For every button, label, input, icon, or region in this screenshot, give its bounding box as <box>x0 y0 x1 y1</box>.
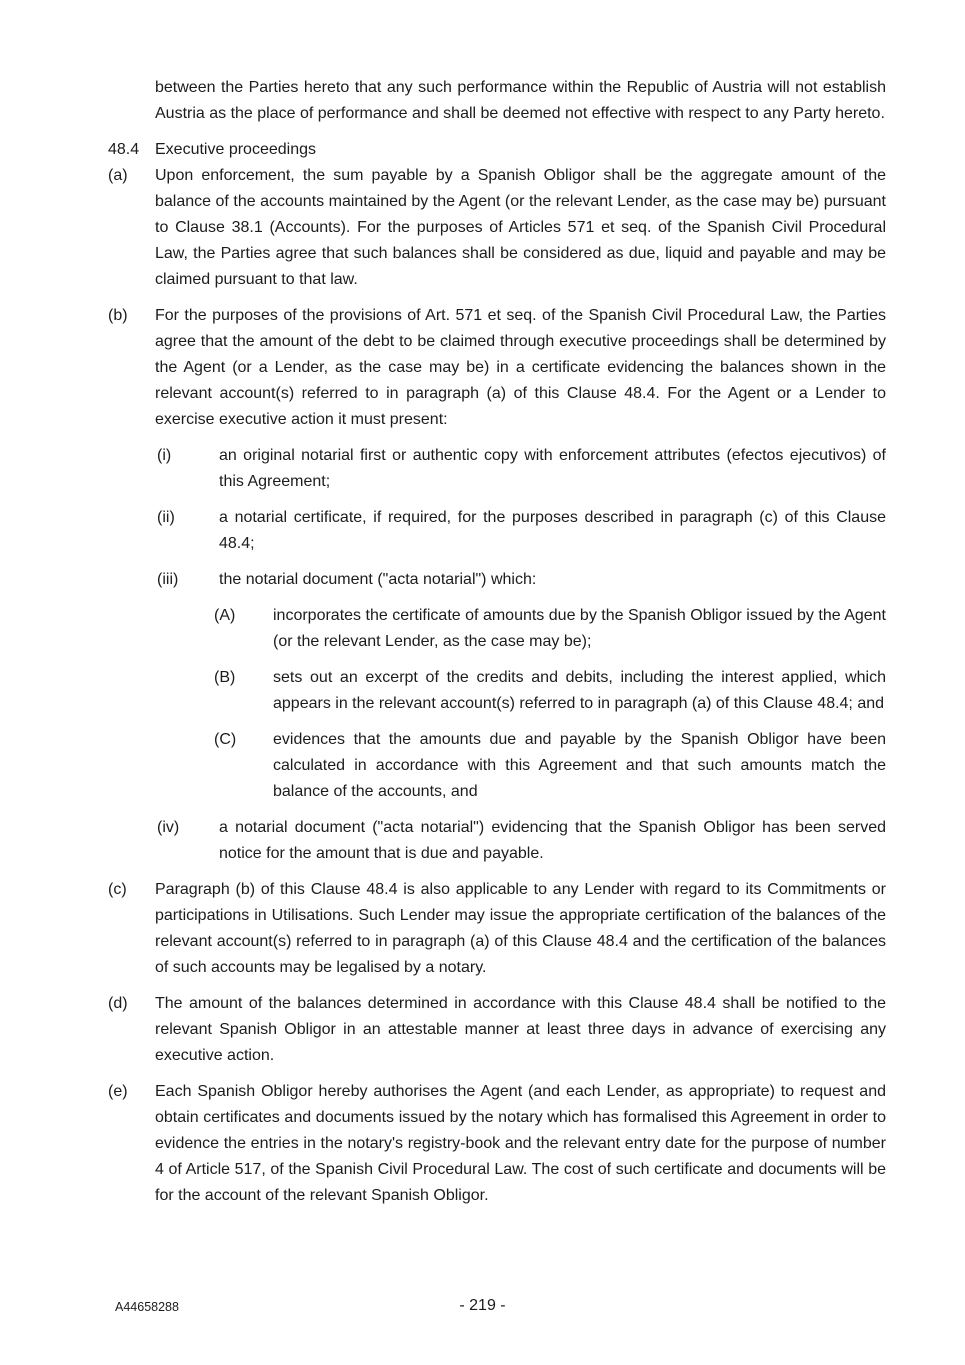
subitem-B-label: (B) <box>214 669 236 686</box>
item-iii-label: (iii) <box>157 571 179 588</box>
paragraph-c-text: Paragraph (b) of this Clause 48.4 is also applicable to any Lender with regard to its Commitments or participations in Utilisations. Such Lender may issue the appropriate certification of the balances of the relevant account(s) referred to in paragraph (a) of this Clause 48.4 and the certification of the balances of such accounts may be legalised by a notary. <box>155 881 886 976</box>
subitem-C-label: (C) <box>214 731 237 748</box>
document-body <box>0 75 965 1219</box>
item-iv-label: (iv) <box>157 819 180 836</box>
subitem-C <box>214 727 886 805</box>
item-i-text: an original notarial first or authentic copy with enforcement attributes (efectos ejecutivos) of this Agreement; <box>219 447 886 490</box>
subitem-B-text: sets out an excerpt of the credits and debits, including the interest applied, which appears in the relevant account(s) referred to in paragraph (a) of this Clause 48.4; and <box>273 669 886 712</box>
intro-paragraph <box>155 75 886 127</box>
document-reference: A44658288 <box>115 1300 179 1314</box>
item-ii-label: (ii) <box>157 509 175 526</box>
item-iii <box>157 567 886 593</box>
subitem-A-text: incorporates the certificate of amounts due by the Spanish Obligor issued by the Agent (or the relevant Lender, as the case may be); <box>273 607 886 650</box>
paragraph-e-label: (e) <box>108 1083 128 1100</box>
item-i <box>157 443 886 495</box>
paragraph-c <box>108 877 886 981</box>
section-number: 48.4 <box>108 141 140 158</box>
paragraph-b <box>108 303 886 433</box>
intro-paragraph-text: between the Parties hereto that any such performance within the Republic of Austria will not establish Austria as the place of performance and shall be deemed not effective with respect to any Party hereto. <box>155 79 886 122</box>
paragraph-e-text: Each Spanish Obligor hereby authorises the Agent (and each Lender, as appropriate) to request and obtain certificates and documents issued by the notary which has formalised this Agreement in order to evidence the entries in the notary's registry-book and the relevant entry date for the purpose of number 4 of Article 517, of the Spanish Civil Procedural Law. The cost of such certificate and documents will be for the account of the relevant Spanish Obligor. <box>155 1083 886 1204</box>
subitem-B <box>214 665 886 717</box>
item-iii-text: the notarial document ("acta notarial") which: <box>219 571 537 588</box>
paragraph-d-label: (d) <box>108 995 128 1012</box>
item-iv <box>157 815 886 867</box>
section-heading <box>108 137 886 163</box>
paragraph-a-label: (a) <box>108 167 128 184</box>
item-ii <box>157 505 886 557</box>
paragraph-b-text: For the purposes of the provisions of Art. 571 et seq. of the Spanish Civil Procedural Law, the Parties agree that the amount of the debt to be claimed through executive proceedings shall be determined by the Agent (or a Lender, as the case may be) in a certificate evidencing the balances shown in the relevant account(s) referred to in paragraph (a) of this Clause 48.4. For the Agent or a Lender to exercise executive action it must present: <box>155 307 886 428</box>
item-iv-text: a notarial document ("acta notarial") evidencing that the Spanish Obligor has been served notice for the amount that is due and payable. <box>219 819 886 862</box>
paragraph-a-text: Upon enforcement, the sum payable by a Spanish Obligor shall be the aggregate amount of the balance of the accounts maintained by the Agent (or the relevant Lender, as the case may be) pursuant to Clause 38.1 (Accounts). For the purposes of Articles 571 et seq. of the Spanish Civil Procedural Law, the Parties agree that such balances shall be considered as due, liquid and payable and may be claimed pursuant to that law. <box>155 167 886 288</box>
paragraph-e <box>108 1079 886 1209</box>
paragraph-d-text: The amount of the balances determined in accordance with this Clause 48.4 shall be notified to the relevant Spanish Obligor in an attestable manner at least three days in advance of exercising any executive action. <box>155 995 886 1064</box>
paragraph-a <box>108 163 886 293</box>
page-number: - 219 - <box>459 1297 506 1314</box>
item-ii-text: a notarial certificate, if required, for the purposes described in paragraph (c) of this Clause 48.4; <box>219 509 886 552</box>
paragraph-d <box>108 991 886 1069</box>
paragraph-b-label: (b) <box>108 307 128 324</box>
paragraph-c-label: (c) <box>108 881 127 898</box>
page-footer <box>0 1292 965 1326</box>
section-title: Executive proceedings <box>155 141 316 158</box>
item-i-label: (i) <box>157 447 172 464</box>
subitem-A <box>214 603 886 655</box>
subitem-A-label: (A) <box>214 607 236 624</box>
subitem-C-text: evidences that the amounts due and payable by the Spanish Obligor have been calculated in accordance with this Agreement and that such amounts match the balance of the accounts, and <box>273 731 886 800</box>
